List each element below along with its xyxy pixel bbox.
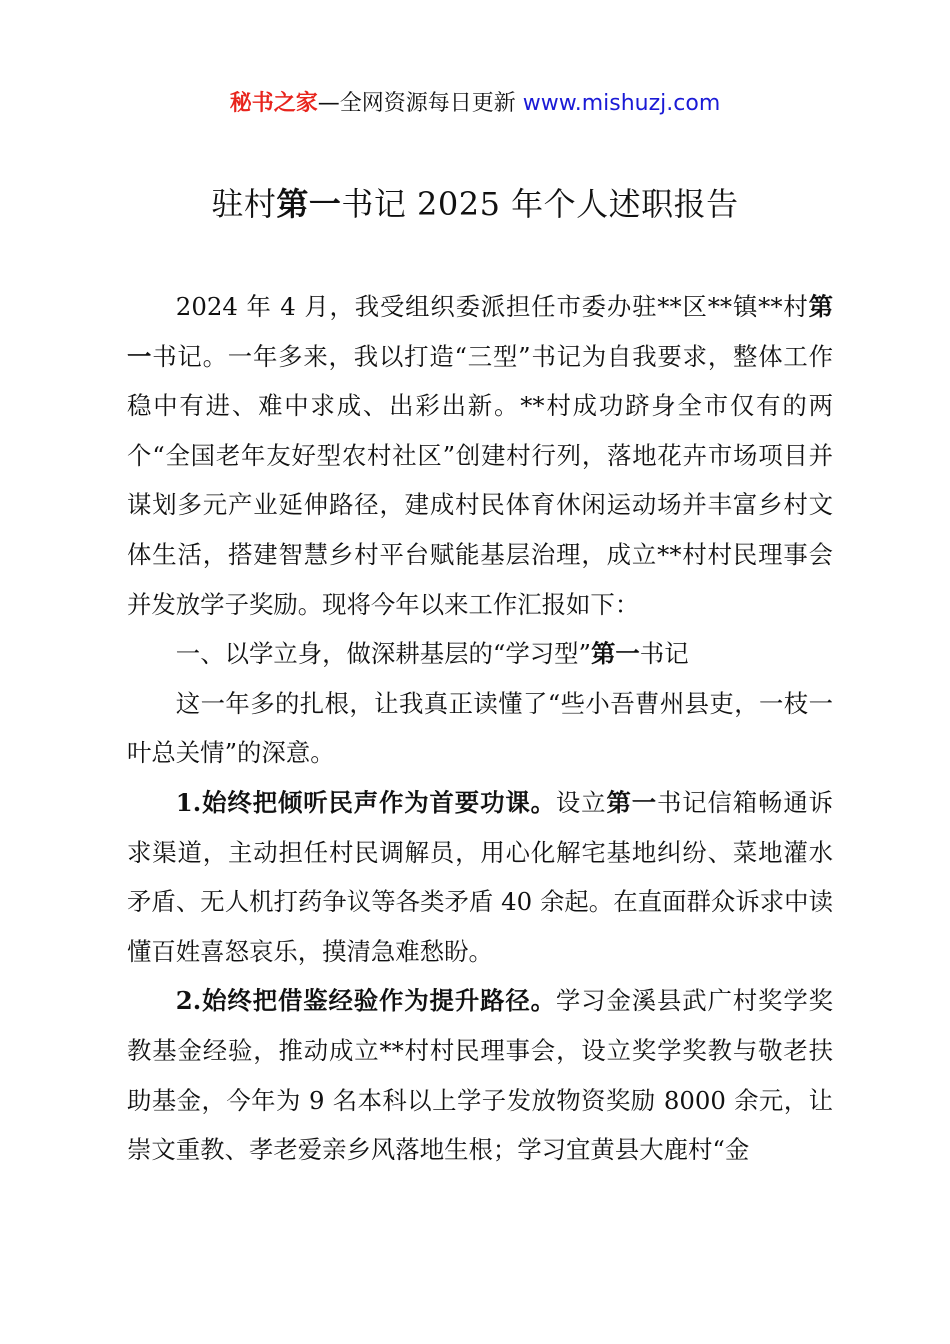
item-1-text-2: 第一 (606, 787, 657, 817)
title-part-3: 书记 2025 年个人述职报告 (341, 185, 739, 223)
item-1-text-1: 设立 (555, 787, 607, 817)
site-url-link[interactable]: www.mishuzj.com (522, 91, 721, 116)
quote-paragraph: 这一年多的扎根，让我真正读懂了“些小吾曹州县吏，一枝一叶总关情”的深意。 (127, 688, 833, 768)
item-2-lead: 2.始终把借鉴经验作为提升路径。 (175, 986, 556, 1016)
document-title (0, 182, 950, 226)
title-part-2: 第一 (276, 185, 342, 223)
section-1-text-2: 第一 (591, 639, 640, 669)
item-2-paragraph (127, 976, 833, 1174)
item-1-paragraph (127, 778, 833, 976)
intro-paragraph (127, 282, 833, 629)
item-1-lead: 1.始终把倾听民声作为首要功课。 (175, 787, 556, 817)
item-2-text: 学习金溪县武广村奖学奖教基金经验，推动成立**村村民理事会，设立奖学奖教与敬老扶助基金，今年为 9 名本科以上学子发放物资奖励 8000 余元，让崇文重教、孝老爱亲乡风落地生根；学习宜黄县大鹿村“金 (127, 986, 833, 1165)
intro-text-2: 第一 (127, 292, 833, 371)
site-brand: 秘书之家 (229, 91, 318, 116)
item-1-text-3: 书记信箱畅通诉求渠道，主动担任村民调解员，用心化解宅基地纠纷、菜地灌水矛盾、无人机打药争议等各类矛盾 40 余起。在直面群众诉求中读懂百姓喜怒哀乐，摸清急难愁盼。 (127, 787, 833, 966)
section-1-heading (127, 629, 833, 679)
intro-text-3: 书记。一年多来，我以打造“三型”书记为自我要求，整体工作稳中有进、难中求成、出彩出新。**村成功跻身全市仅有的两个“全国老年友好型农村社区”创建村行列，落地花卉市场项目并谋划多元产业延伸路径，建成村民体育休闲运动场并丰富乡村文体生活，搭建智慧乡村平台赋能基层治理，成立**村村民理事会并发放学子奖励。现将今年以来工作汇报如下： (127, 341, 833, 619)
document-body (127, 282, 833, 1175)
site-tagline: —全网资源每日更新 (317, 91, 523, 116)
title-part-1: 驻村 (211, 185, 277, 223)
intro-text-1: 2024 年 4 月，我受组织委派担任市委办驻**区**镇**村 (175, 292, 809, 321)
section-1-text-3: 书记 (639, 639, 689, 669)
site-header (0, 88, 950, 120)
section-1-text-1: 一、以学立身，做深耕基层的“学习型” (175, 639, 591, 669)
